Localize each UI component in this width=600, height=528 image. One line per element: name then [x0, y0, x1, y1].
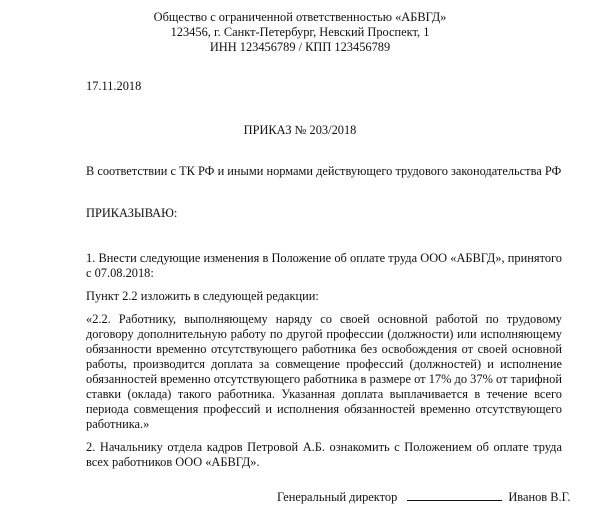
document-date: 17.11.2018 — [86, 79, 142, 93]
order-title: ПРИКАЗ № 203/2018 — [243, 123, 357, 137]
quote-line: работы, производится доплата за совмещение профессий (должностей) и исполнение — [86, 357, 562, 371]
company-tax-ids: ИНН 123456789 / КПП 123456789 — [209, 40, 391, 54]
company-address: 123456, г. Санкт-Петербург, Невский Проспект, 1 — [170, 25, 430, 39]
item-2-line-1: 2. Начальнику отдела кадров Петровой А.Б. ознакомить с Положением об оплате труда — [86, 440, 562, 454]
quote-line: обязанности временно отсутствующего работника без освобождения от своей основной — [86, 342, 562, 356]
preamble: В соответствии с ТК РФ и иными нормами действующего трудового законодательства РФ — [86, 164, 562, 178]
quote-line: обязанностей временно отсутствующего работника в размере от 17% до 37% от тарифной — [86, 372, 562, 386]
signature-line — [407, 490, 502, 501]
quote-line: ставки (оклада) такого работника. Указанная доплата выплачивается в течение всего — [86, 387, 562, 401]
quote-line: работника.» — [86, 417, 150, 431]
quote-line: договору дополнительную работу по другой профессии (должности) или исполняющему — [86, 327, 562, 341]
quote-line: «2.2. Работнику, выполняющему наряду со своей основной работой по трудовому — [86, 312, 562, 326]
signature-block — [277, 490, 570, 504]
signatory-position: Генеральный директор — [277, 490, 398, 504]
clause-intro: Пункт 2.2 изложить в следующей редакции: — [86, 289, 319, 303]
item-2-line-2: всех работников ООО «АБВГД». — [86, 455, 260, 469]
item-1-line-1: 1. Внести следующие изменения в Положение об оплате труда ООО «АБВГД», принятого — [86, 251, 562, 265]
order-word: ПРИКАЗЫВАЮ: — [86, 206, 178, 220]
signatory-name: Иванов В.Г. — [508, 490, 571, 504]
quote-line: периода совмещения профессий и исполнения обязанностей временно отсутствующего — [86, 402, 562, 416]
item-1-line-2: с 07.08.2018: — [86, 266, 154, 280]
company-name: Общество с ограниченной ответственностью «АБВГД» — [153, 10, 447, 24]
